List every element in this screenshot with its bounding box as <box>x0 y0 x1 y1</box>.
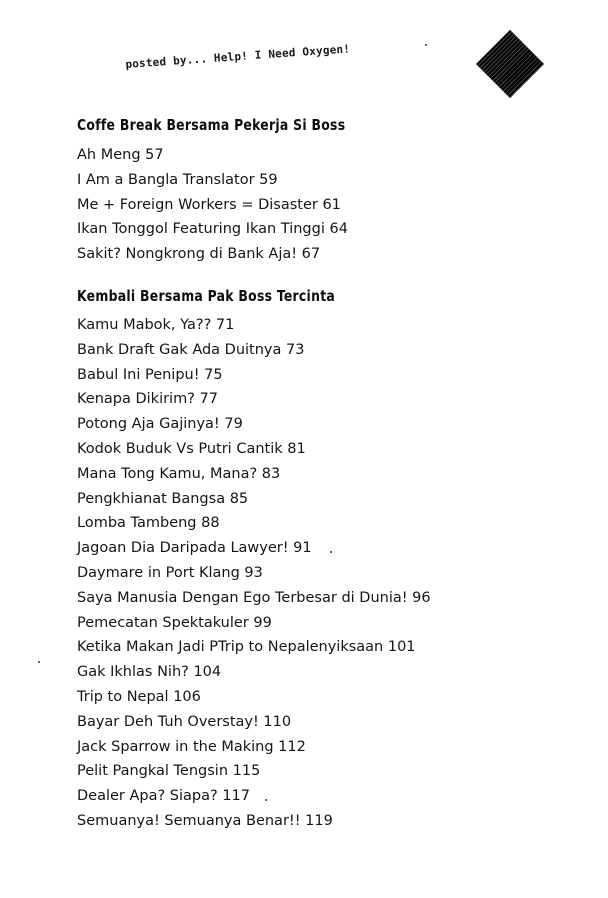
toc-item: Bayar Deh Tuh Overstay! 110 <box>77 713 292 730</box>
scan-speck <box>425 44 427 46</box>
scan-speck <box>38 661 40 663</box>
toc-item: Saya Manusia Dengan Ego Terbesar di Dunia! 96 <box>77 589 431 606</box>
toc-item: Daymare in Port Klang 93 <box>77 564 263 581</box>
toc-item: Potong Aja Gajinya! 79 <box>77 416 243 433</box>
scan-speck <box>265 799 267 801</box>
toc-item: Pemecatan Spektakuler 99 <box>77 614 272 631</box>
toc-item: Trip to Nepal 106 <box>77 688 201 705</box>
toc-item: Pengkhianat Bangsa 85 <box>77 490 249 507</box>
toc-item: Gak Ikhlas Nih? 104 <box>77 664 222 681</box>
toc-list-section-2 <box>77 313 431 834</box>
header-note: posted by... Help! I Need Oxygen! <box>125 42 351 71</box>
diamond-ornament-icon <box>476 30 544 98</box>
toc-item: Sakit? Nongkrong di Bank Aja! 67 <box>77 246 321 263</box>
toc-item: Ah Meng 57 <box>77 147 164 163</box>
toc-item: Me + Foreign Workers = Disaster 61 <box>77 196 341 213</box>
toc-item: Jagoan Dia Daripada Lawyer! 91 <box>77 540 312 557</box>
toc-item: Bank Draft Gak Ada Duitnya 73 <box>77 341 305 358</box>
toc-item: Lomba Tambeng 88 <box>77 515 220 532</box>
scan-speck <box>330 551 332 553</box>
toc-item: Babul Ini Penipu! 75 <box>77 366 223 383</box>
toc-item: Ketika Makan Jadi PTrip to Nepalenyiksaan 101 <box>77 639 416 656</box>
section-title-kembali: Kembali Bersama Pak Boss Tercinta <box>77 287 336 305</box>
toc-list-section-1 <box>77 143 348 267</box>
toc-item: Ikan Tonggol Featuring Ikan Tinggi 64 <box>77 221 348 238</box>
section-title-coffee-break: Coffe Break Bersama Pekerja Si Boss <box>77 116 346 134</box>
toc-item: Jack Sparrow in the Making 112 <box>77 738 306 755</box>
toc-item: Mana Tong Kamu, Mana? 83 <box>77 465 281 482</box>
toc-item: I Am a Bangla Translator 59 <box>77 171 278 188</box>
toc-item: Kenapa Dikirim? 77 <box>77 391 218 408</box>
toc-item: Semuanya! Semuanya Benar!! 119 <box>77 812 333 829</box>
toc-item: Pelit Pangkal Tengsin 115 <box>77 763 261 780</box>
toc-item: Kamu Mabok, Ya?? 71 <box>77 317 235 333</box>
toc-item: Dealer Apa? Siapa? 117 <box>77 788 250 805</box>
toc-item: Kodok Buduk Vs Putri Cantik 81 <box>77 440 306 457</box>
